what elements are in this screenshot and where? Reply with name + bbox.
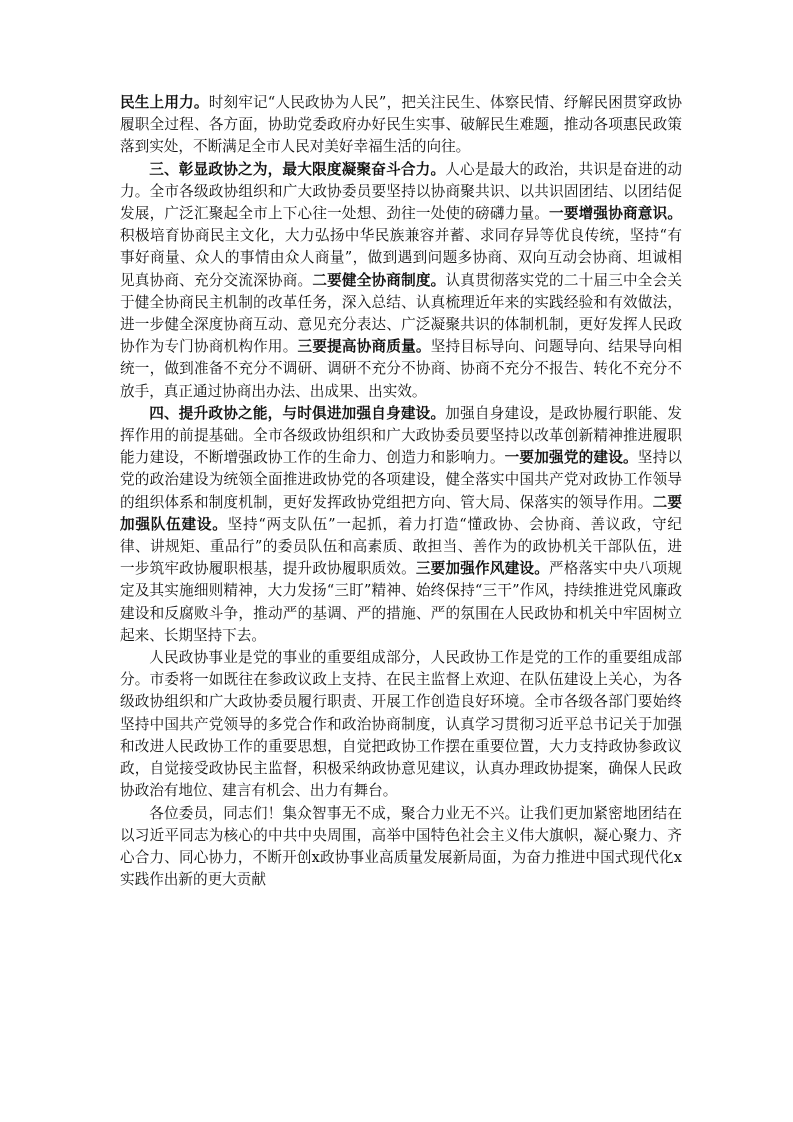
paragraph-text: 严格落实中央八项规定及其实施细则精神，大力发扬“三盯”精神、始终保持“三干”作风，持续推进党风廉政建设和反腐败斗争，推动严的基调、严的措施、严的氛围在人民政协和机关中牢固树立起来、长期坚持下去。 — [120, 560, 682, 644]
paragraph-text: 人心是最大的政治，共识是奋进的动力。全市各级政协组织和广大政协委员要坚持以协商聚共识、以共识固团结、以团结促发展，广泛汇聚起全市上下心往一处想、劲往一处使的磅礴力量。 — [120, 160, 682, 223]
paragraph-closing — [120, 803, 682, 892]
paragraph-text: 时刻牢记“人民政协为人民”，把关注民生、体察民情、纾解民困贯穿政协履职全过程、各方面，协助党委政府办好民生实事、破解民生难题，推动各项惠民政策落到实处，不断满足全市人民对美好幸福生活的向往。 — [120, 94, 682, 156]
paragraph-text: 认真贯彻落实党的二十届三中全会关于健全协商民主机制的改革任务，深入总结、认真梳理近年来的实践经验和有效做法，进一步健全深度协商互动、意见充分表达、广泛凝聚共识的体制机制，更好发挥人民政协作为专门协商机构作用。 — [120, 271, 682, 356]
paragraph-lead-text: 民生上用力。 — [120, 94, 209, 111]
point-heading: 一要增强协商意识。 — [549, 205, 682, 223]
document-body — [120, 92, 682, 891]
point-heading: 二要健全协商制度。 — [312, 271, 446, 289]
paragraph-livelihood-continued — [120, 92, 682, 159]
paragraph-text: 坚持以党的政治建设为统领全面推进政协党的各项建设，健全落实中国共产党对政协工作领导的组织体系和制度机制，更好发挥政协党组把方向、管大局、保落实的领导作用。 — [120, 449, 682, 511]
paragraph-section-three — [120, 159, 682, 403]
point-heading: 三要加强作风建设。 — [415, 560, 550, 578]
paragraph-text: 各位委员，同志们！集众智事无不成，聚合力业无不兴。让我们更加紧密地团结在以习近平同志为核心的中共中央周围，高举中国特色社会主义伟大旗帜，凝心聚力、齐心合力、同心协力，不断开创x政协事业高质量发展新局面，为奋力推进中国式现代化x实践作出新的更大贡献 — [120, 804, 682, 889]
paragraph-section-four — [120, 403, 682, 647]
section-heading: 四、提升政协之能，与时俱进加强自身建设。 — [149, 404, 446, 422]
section-heading: 三、彰显政协之为，最大限度凝聚奋斗合力。 — [149, 160, 446, 178]
paragraph-party-support — [120, 647, 682, 802]
paragraph-text: 积极培育协商民主文化，大力弘扬中华民族兼容并蓄、求同存异等优良传统，坚持“有事好商量、众人的事情由众人商量”，做到遇到问题多协商、双向互动会协商、坦诚相见真协商、充分交流深协商。 — [120, 227, 682, 289]
point-heading: 三要提高协商质量。 — [297, 338, 431, 356]
paragraph-text: 坚持目标导向、问题导向、结果导向相统一，做到准备不充分不调研、调研不充分不协商、协商不充分不报告、转化不充分不放手，真正通过协商出办法、出成果、出实效。 — [120, 338, 682, 400]
paragraph-text: 加强自身建设，是政协履行职能、发挥作用的前提基础。全市各级政协组织和广大政协委员要坚持以改革创新精神推进履职能力建设，不断增强政协工作的生命力、创造力和影响力。 — [120, 404, 682, 467]
point-heading: 二要加强队伍建设。 — [120, 493, 682, 533]
paragraph-text: 人民政协事业是党的事业的重要组成部分，人民政协工作是党的工作的重要组成部分。市委将一如既往在参政议政上支持、在民主监督上欢迎、在队伍建设上关心，为各级政协组织和广大政协委员履行职责、开展工作创造良好环境。全市各级各部门要始终坚持中国共产党领导的多党合作和政治协商制度，认真学习贯彻习近平总书记关于加强和改进人民政协工作的重要思想，自觉把政协工作摆在重要位置，大力支持政协参政议政，自觉接受政协民主监督，积极采纳政协意见建议，认真办理政协提案，确保人民政协政治有地位、建言有机会、出力有舞台。 — [120, 649, 682, 800]
point-heading: 一要加强党的建设。 — [504, 449, 638, 467]
paragraph-text: 坚持“两支队伍”一起抓，着力打造“懂政协、会协商、善议政，守纪律、讲规矩、重品行”的委员队伍和高素质、敢担当、善作为的政协机关干部队伍，进一步筑牢政协履职根基，提升政协履职质效。 — [120, 515, 682, 578]
